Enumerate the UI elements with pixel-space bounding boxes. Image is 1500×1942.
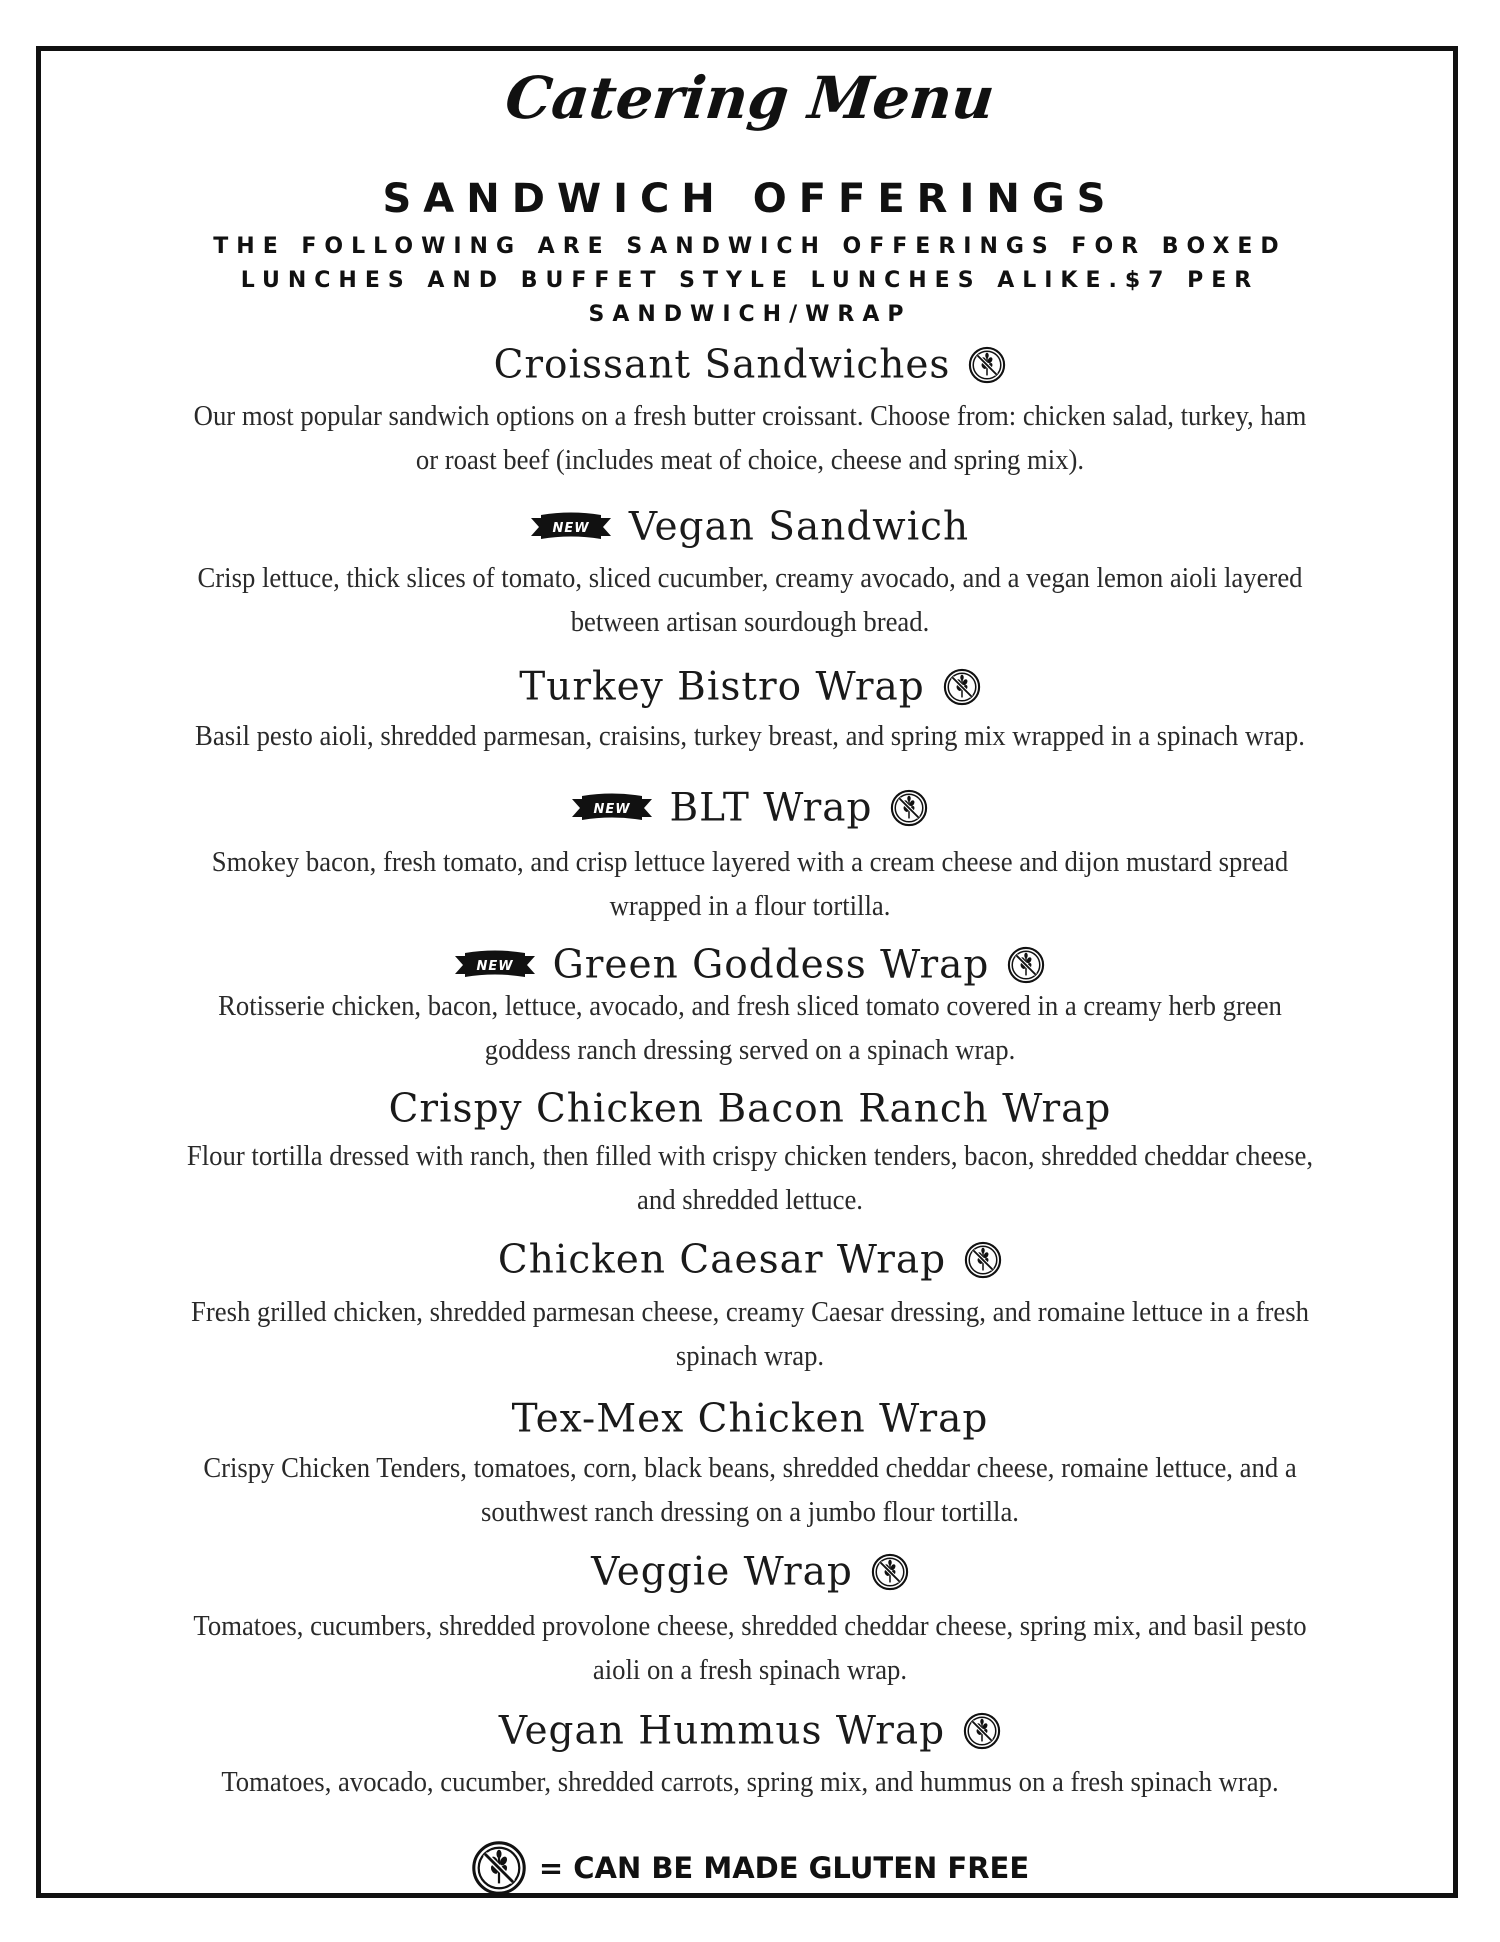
menu-item-name: Vegan Sandwich xyxy=(628,504,970,550)
new-badge-icon xyxy=(531,510,611,544)
menu-item-description: Rotisserie chicken, bacon, lettuce, avocado, and fresh sliced tomato covered in a creamy herb green goddess ranch dressing served on a spinach wrap. xyxy=(218,990,1282,1066)
menu-item-name: Croissant Sandwiches xyxy=(493,342,951,388)
new-badge-icon xyxy=(455,948,535,982)
menu-item-heading xyxy=(0,1706,1500,1754)
menu-item-name: Green Goddess Wrap xyxy=(552,942,990,988)
menu-item-heading xyxy=(0,1235,1500,1283)
menu-item-name: BLT Wrap xyxy=(669,785,873,831)
menu-item-name: Chicken Caesar Wrap xyxy=(497,1237,947,1283)
menu-item-name: Turkey Bistro Wrap xyxy=(519,664,925,710)
menu-item-description: Crisp lettuce, thick slices of tomato, sliced cucumber, creamy avocado, and a vegan lemon aioli layered between artisan sourdough bread. xyxy=(197,562,1303,638)
menu-item-description: Basil pesto aioli, shredded parmesan, craisins, turkey breast, and spring mix wrapped in a spinach wrap. xyxy=(195,720,1305,752)
menu-item-heading xyxy=(0,502,1500,550)
menu-item-description: Flour tortilla dressed with ranch, then filled with crispy chicken tenders, bacon, shredded cheddar cheese, and shredded lettuce. xyxy=(186,1140,1314,1216)
menu-item-description: Crispy Chicken Tenders, tomatoes, corn, black beans, shredded cheddar cheese, romaine lettuce, and a southwest ranch dressing on a jumbo flour tortilla. xyxy=(203,1452,1297,1528)
menu-item-heading xyxy=(0,1084,1500,1132)
gluten-free-icon xyxy=(943,668,981,706)
menu-item-name: Vegan Hummus Wrap xyxy=(498,1708,946,1754)
menu-item-name: Veggie Wrap xyxy=(591,1549,853,1595)
menu-item-description: Fresh grilled chicken, shredded parmesan cheese, creamy Caesar dressing, and romaine lettuce in a fresh spinach wrap. xyxy=(191,1296,1309,1372)
intro-text: THE FOLLOWING ARE SANDWICH OFFERINGS FOR BOXED LUNCHES AND BUFFET STYLE LUNCHES ALIKE.$7 PER SANDWICH/WRAP xyxy=(213,234,1287,327)
menu-title: Catering Menu xyxy=(502,64,998,132)
gluten-free-legend xyxy=(0,1840,1500,1896)
menu-item-heading xyxy=(0,662,1500,710)
menu-item-heading xyxy=(0,1394,1500,1442)
gluten-free-icon xyxy=(963,1712,1001,1750)
gluten-free-icon xyxy=(968,346,1006,384)
gluten-free-icon xyxy=(890,789,928,827)
menu-item-heading xyxy=(0,340,1500,388)
gluten-free-icon xyxy=(964,1241,1002,1279)
menu-item-description: Our most popular sandwich options on a fresh butter croissant. Choose from: chicken salad, turkey, ham or roast beef (includes meat of choice, cheese and spring mix). xyxy=(193,400,1307,476)
menu-item-name: Tex-Mex Chicken Wrap xyxy=(511,1396,989,1442)
menu-item-heading xyxy=(0,783,1500,831)
menu-item-heading xyxy=(0,940,1500,988)
gluten-free-icon xyxy=(871,1553,909,1591)
menu-item-description: Tomatoes, cucumbers, shredded provolone cheese, shredded cheddar cheese, spring mix, and basil pesto aioli on a fresh spinach wrap. xyxy=(193,1610,1307,1686)
gluten-free-icon xyxy=(1007,946,1045,984)
legend-text: = CAN BE MADE GLUTEN FREE xyxy=(538,1851,1030,1885)
gluten-free-icon xyxy=(471,1840,527,1896)
menu-item-name: Crispy Chicken Bacon Ranch Wrap xyxy=(388,1086,1112,1132)
menu-item-description: Tomatoes, avocado, cucumber, shredded carrots, spring mix, and hummus on a fresh spinach wrap. xyxy=(221,1766,1279,1798)
menu-item-description: Smokey bacon, fresh tomato, and crisp lettuce layered with a cream cheese and dijon mustard spread wrapped in a flour tortilla. xyxy=(211,846,1289,922)
menu-item-heading xyxy=(0,1547,1500,1595)
new-badge-icon xyxy=(572,791,652,825)
section-heading: SANDWICH OFFERINGS xyxy=(382,176,1118,222)
